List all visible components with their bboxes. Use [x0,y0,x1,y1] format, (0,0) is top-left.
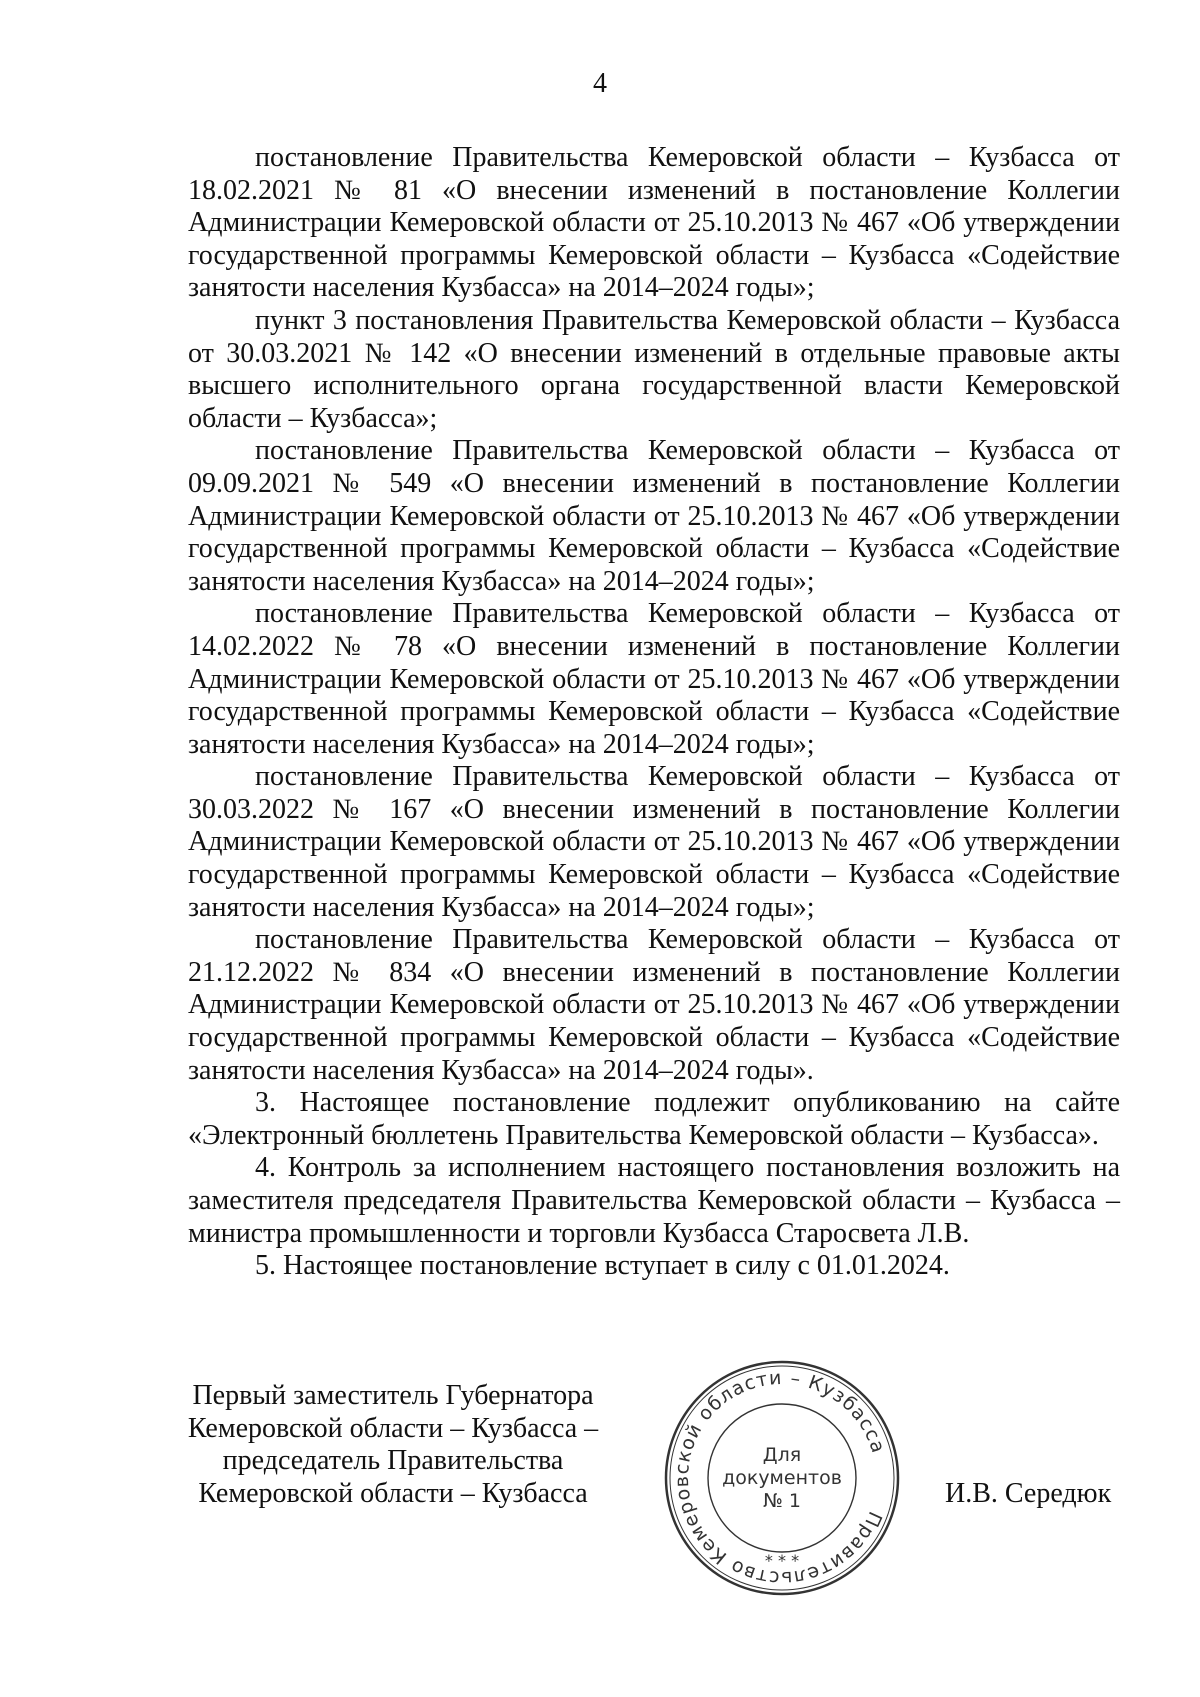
page-number: 4 [593,68,607,99]
stamp-center-line: документов [722,1467,842,1489]
stamp-center-line: Для [762,1444,802,1466]
paragraph-item-3-publication: 3. Настоящее постановление подлежит опубликованию на сайте «Электронный бюллетень Правительства Кемеровской области – Кузбасса». [188,1087,1120,1151]
signatory-title [168,1380,618,1510]
document-body [188,142,1120,1283]
stamp-seal-graphic [662,1358,902,1598]
paragraph-resolution-81: постановление Правительства Кемеровской области – Кузбасса от 18.02.2021 № 81 «О внесении изменений в постановление Коллегии Администрации Кемеровской области от 25.10.2013 № 467 «Об утверждении государственной программы Кемеровской области – Кузбасса «Содействие занятости населения Кузбасса» на 2014–2024 годы»; [188,142,1120,304]
paragraph-resolution-834: постановление Правительства Кемеровской области – Кузбасса от 21.12.2022 № 834 «О внесении изменений в постановление Коллегии Администрации Кемеровской области от 25.10.2013 № 467 «Об утверждении государственной программы Кемеровской области – Кузбасса «Содействие занятости населения Кузбасса» на 2014–2024 годы». [188,924,1120,1086]
signatory-title-line: Кемеровской области – Кузбасса [198,1477,588,1509]
official-stamp [662,1358,902,1598]
paragraph-resolution-142: пункт 3 постановления Правительства Кемеровской области – Кузбасса от 30.03.2021 № 142 «О внесении изменений в отдельные правовые акты высшего исполнительного органа государственной власти Кемеровской области – Кузбасса»; [188,304,1120,434]
stamp-ring-text: Правительство Кемеровской области – Кузбасса [670,1366,890,1590]
paragraph-item-5-effective-date: 5. Настоящее постановление вступает в силу с 01.01.2024. [255,1250,950,1282]
paragraph-resolution-78: постановление Правительства Кемеровской области – Кузбасса от 14.02.2022 № 78 «О внесении изменений в постановление Коллегии Администрации Кемеровской области от 25.10.2013 № 467 «Об утверждении государственной программы Кемеровской области – Кузбасса «Содействие занятости населения Кузбасса» на 2014–2024 годы»; [188,598,1120,760]
signatory-title-line: Кемеровской области – Кузбасса – [187,1412,599,1444]
signatory-title-line: Первый заместитель Губернатора [192,1380,594,1411]
signatory-title-line: председатель Правительства [222,1445,564,1477]
paragraph-resolution-549: постановление Правительства Кемеровской области – Кузбасса от 09.09.2021 № 549 «О внесении изменений в постановление Коллегии Администрации Кемеровской области от 25.10.2013 № 467 «Об утверждении государственной программы Кемеровской области – Кузбасса «Содействие занятости населения Кузбасса» на 2014–2024 годы»; [188,435,1120,597]
stamp-stars: * * * [764,1551,800,1570]
paragraph-item-4-control: 4. Контроль за исполнением настоящего постановления возложить на заместителя председателя Правительства Кемеровской области – Кузбасса – министра промышленности и торговли Кузбасса Старосвета Л.В. [188,1152,1120,1249]
paragraph-resolution-167: постановление Правительства Кемеровской области – Кузбасса от 30.03.2022 № 167 «О внесении изменений в постановление Коллегии Администрации Кемеровской области от 25.10.2013 № 467 «Об утверждении государственной программы Кемеровской области – Кузбасса «Содействие занятости населения Кузбасса» на 2014–2024 годы»; [188,761,1120,923]
signer-name: И.В. Середюк [945,1478,1112,1509]
stamp-center-line: № 1 [763,1490,801,1512]
